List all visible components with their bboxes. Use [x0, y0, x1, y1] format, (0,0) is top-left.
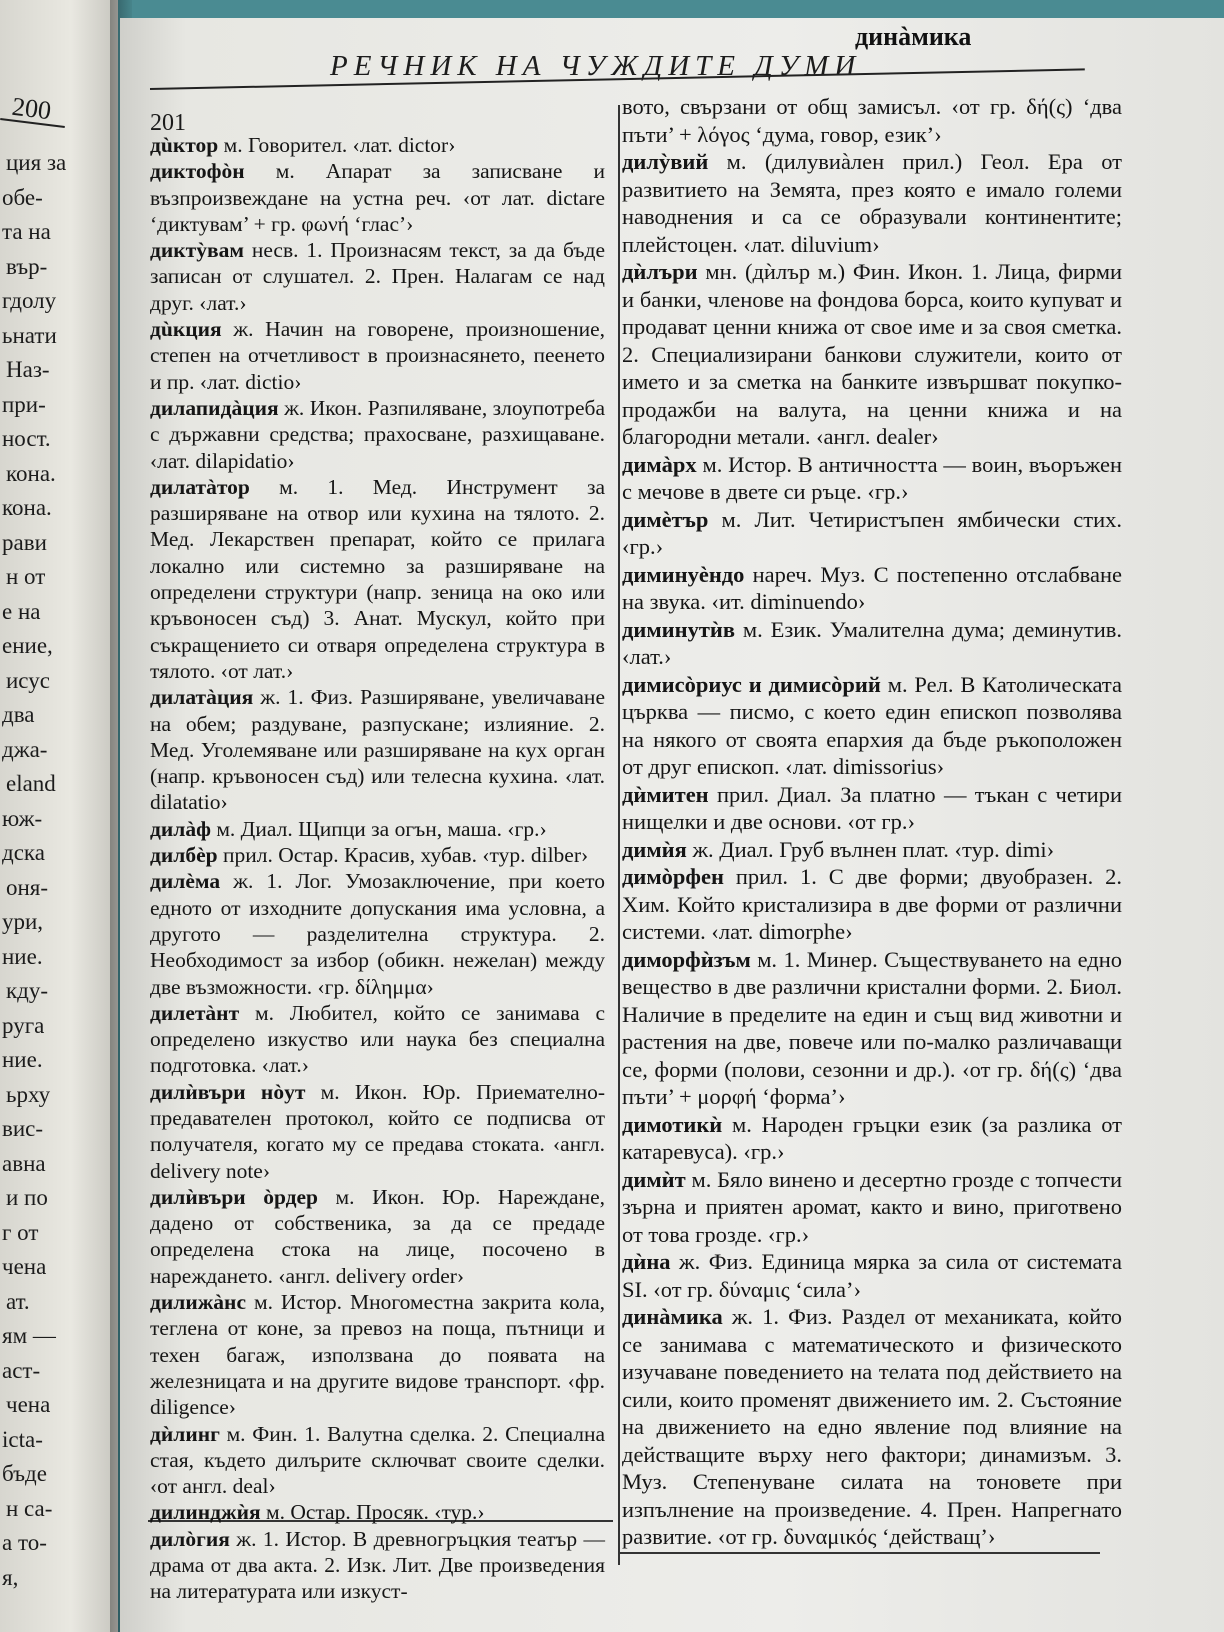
dictionary-entry — [150, 158, 605, 237]
entry-headword: динàмика — [622, 1304, 723, 1329]
left-page-fragment: джа- — [2, 736, 48, 762]
entry-definition: мн. (дѝлър м.) Фин. Икон. 1. Лица, фирми и банки, членове на фондова борса, които купуват и продават ценни книжа от свое име и за своя сметка. 2. Специализирани банкови служители, които от името и за сметка на банките извършват покупко-продажби на валута, на ценни книжа и на благородни метали. ‹англ. dealer› — [622, 259, 1122, 449]
entry-definition: м. Любител, който се занимава с определено изкуство или наука без специална подготовка. ‹лат.› — [150, 1000, 605, 1078]
left-page-fragment: два — [2, 702, 35, 727]
entry-headword: диминутѝв — [622, 616, 736, 642]
entry-definition: ж. 1. Лог. Умозаключение, при което едното от изходните допускания има условна, а другото — разделителна структура. 2. Необходимост за избор (обикн. нежелан) между две възможности. ‹гр. δίλημμα› — [150, 869, 605, 999]
entry-definition: м. Език. Умалителна дума; деминутив. ‹лат.› — [622, 616, 1122, 669]
left-page-fragment: исус — [6, 667, 50, 693]
entry-definition: м. Говорител. ‹лат. dictor› — [218, 133, 456, 157]
left-page-fragment: рави — [2, 529, 47, 555]
left-page-fragment: обе- — [2, 184, 43, 210]
left-page-fragment: icta- — [2, 1426, 43, 1452]
entry-definition: м. 1. Минер. Съществуването на едно вещество в две различни кристални форми. 2. Биол. Наличие в пределите на един и същ вид животни и растения на две, повече или по-малко различаващи се, форми (полови, сезонни и др.). ‹от гр. δή(ς) ‘два пъти’ + μορφή ‘форма’› — [622, 946, 1122, 1109]
entry-headword: димòрфен — [622, 864, 724, 889]
entry-headword: дѝлъри — [622, 259, 698, 284]
left-page-fragment: ние. — [2, 1047, 43, 1072]
left-column — [150, 132, 605, 1605]
entry-definition: м. Истор. Многоместна закрита кола, теглена от коне, за превоз на поща, пътници и техен багаж, използвана до появата на железницата и на другите видове транспорт. ‹фр. diligence› — [150, 1290, 605, 1420]
left-page-fragment: чена — [6, 1392, 51, 1417]
dictionary-entry — [150, 1421, 605, 1500]
entry-headword: дилòгия — [150, 1526, 230, 1551]
left-page-fragment: при- — [2, 391, 46, 417]
entry-headword: дилѝвъри нòут — [150, 1079, 306, 1104]
dictionary-entry — [622, 1248, 1122, 1303]
left-page-fragment: я, — [2, 1564, 19, 1590]
left-page-fragment: ция за — [6, 150, 67, 175]
entry-definition: м. Народен гръцки език (за разлика от катаревуса). ‹гр.› — [622, 1111, 1122, 1164]
left-page-fragment: кду- — [6, 978, 49, 1003]
entry-definition: несв. 1. Произнасям текст, за да бъде записан от слушател. 2. Прен. Налагам се над друг. ‹лат.› — [150, 238, 605, 315]
entry-definition: прил. Диал. За платно — тъкан с четири нищелки и две основи. ‹от гр.› — [622, 781, 1122, 834]
running-title: РЕЧНИК НА ЧУЖДИТЕ ДУМИ — [330, 50, 862, 82]
entry-headword: дилѝвъри òрдер — [150, 1184, 319, 1209]
dictionary-entry — [150, 1079, 605, 1184]
left-page-fragment: eland — [6, 771, 56, 796]
left-page-fragment: ури, — [2, 909, 44, 934]
left-page-fragment: вър- — [6, 253, 48, 279]
entry-headword: дилатàтор — [150, 474, 250, 499]
entry-headword: дѝмитен — [622, 781, 709, 807]
left-page-fragment: гдолу — [2, 288, 57, 313]
dictionary-entry — [150, 1289, 605, 1420]
left-page-fragment: ение, — [2, 633, 53, 658]
entry-headword: димѝя — [622, 836, 687, 862]
left-page-fragment: г от — [2, 1219, 39, 1245]
left-page-fragment: кона. — [6, 460, 56, 486]
entry-headword: диминуèндо — [622, 561, 745, 587]
dictionary-entry — [150, 1526, 605, 1605]
entry-headword: дѝлинг — [150, 1421, 220, 1446]
left-page-fragment: кона. — [2, 495, 52, 520]
left-page — [0, 0, 118, 1632]
dictionary-entry — [622, 863, 1122, 946]
left-page-fragment: юж- — [2, 805, 43, 831]
entry-definition: м. Икон. Юр. Приемателно-предавателен протокол, който се подписва от получателя, когато му се предава стоката. ‹англ. delivery note› — [150, 1079, 605, 1183]
dictionary-entry — [150, 237, 605, 316]
left-page-fragment: бъде — [2, 1461, 47, 1486]
entry-headword: дùкция — [150, 317, 222, 342]
left-page-fragment: а то- — [2, 1530, 47, 1555]
entry-headword: дѝна — [622, 1249, 671, 1274]
left-page-fragment: Наз- — [6, 357, 50, 382]
left-page-fragment: аст- — [2, 1357, 41, 1383]
entry-headword: дилинджѝя — [150, 1500, 261, 1525]
entry-headword: димотикѝ — [622, 1111, 723, 1137]
entry-definition: м. Бяло винено и десертно грозде с топчести зърна и приятен аромат, както и вино, приготвено от това грозде. ‹гр.› — [622, 1166, 1122, 1247]
dictionary-entry — [622, 1111, 1122, 1166]
dictionary-entry — [150, 816, 605, 842]
guide-word: динàмика — [855, 22, 972, 51]
entry-headword: димисòриус и димисòрий — [622, 671, 881, 697]
left-page-fragment: руга — [2, 1012, 45, 1038]
entry-headword: димàрх — [622, 451, 697, 477]
entry-headword: дилàф — [150, 816, 211, 841]
entry-definition: м. Икон. Юр. Нареждане, дадено от собственика, за да се предаде определена стока на лице, посочено в нареждането. ‹англ. delivery order› — [150, 1184, 606, 1288]
entry-definition: ж. 1. Физ. Раздел от механиката, който се занимава с математическото и физическото изучаване поведението на телата под действието на сили, които променят движението им. 2. Състояние на движението на едно явление под влияние на действащите върху него фактори; динамизъм. 3. Муз. Степенуване силата на тоновете при изпълнение на произведение. 4. Прен. Напрегнато развитие. ‹от гр. δυναμικός ‘действащ’› — [622, 1304, 1122, 1549]
dictionary-entry — [150, 474, 605, 684]
left-page-fragment: та на — [2, 219, 51, 244]
entry-definition: м. Рел. В Католическата църква — писмо, с което един епископ позволява на някого от своята епархия да бъде ръкоположен от друг епископ. ‹лат. dimissorius› — [622, 671, 1122, 779]
entry-headword: дилижàнс — [150, 1290, 246, 1315]
entry-definition: ж. Начин на говорене, произношение, степен на отчетливост в произнасянето, пеенето и пр. ‹лат. dictio› — [150, 317, 605, 394]
entry-headword: димѝт — [622, 1166, 686, 1192]
dictionary-entry — [150, 1000, 605, 1079]
entry-definition: м. Лит. Четиристъпен ямбически стих. ‹гр.› — [622, 506, 1122, 559]
entry-definition: прил. 1. С две форми; двуобразен. 2. Хим. Който кристализира в две форми от различни системи. ‹лат. dimorphe› — [622, 864, 1122, 944]
entry-definition: ж. 1. Истор. В древногръцкия театър — драма от два акта. 2. Изк. Лит. Две произведения на литературата или изкуст- — [150, 1526, 605, 1604]
entry-headword: димèтър — [622, 506, 709, 532]
entry-headword: дилèма — [150, 869, 221, 894]
entry-definition: ж. Икон. Разпиляване, злоупотреба с държавни средства; прахосване, разхищаване. ‹лат. dilapidatio› — [150, 395, 605, 473]
left-page-fragment: ност. — [2, 426, 51, 451]
dictionary-entry — [150, 868, 605, 999]
left-page-fragment: чена — [2, 1254, 47, 1279]
entry-definition: м. Диал. Щипци за огън, маша. ‹гр.› — [210, 816, 547, 841]
left-page-fragment: н са- — [6, 1495, 53, 1521]
entry-definition: ж. 1. Физ. Разширяване, увеличаване на обем; раздуване, разпускане; излияние. 2. Мед. Уголемяване или разширяване на кух орган (напр. кръвоносен съд) или телесна кухина. ‹лат. dilatatio› — [150, 685, 605, 815]
dictionary-entry — [150, 395, 605, 474]
entry-definition: нареч. Муз. С постепенно отслабване на звука. ‹ит. diminuendo› — [622, 561, 1122, 614]
dictionary-entry — [150, 1499, 605, 1525]
column-divider — [618, 105, 620, 1565]
entry-headword: дилапидàция — [150, 395, 279, 420]
entry-headword: дилбèр — [150, 843, 218, 868]
entry-definition: м. (дилувиàлен прил.) Геол. Ера от развитието на Земята, през която е имало големи наводнения и са се образували континентите; плейстоцен. ‹лат. diluvium› — [622, 149, 1122, 257]
dictionary-entry — [622, 506, 1122, 561]
left-page-number: 200 — [10, 91, 53, 126]
entry-definition: м. Истор. В античността — воин, въоръжен с мечове в двете си ръце. ‹гр.› — [622, 451, 1122, 504]
left-page-fragment: н от — [6, 564, 46, 589]
dictionary-entry — [150, 684, 605, 815]
entry-headword: дùктор — [150, 133, 219, 157]
dictionary-entry — [622, 1303, 1122, 1551]
entry-definition: м. Апарат за записване и възпроизвеждане на устна реч. ‹от лат. dictare ‘диктувам’ + гр. φωνή ‘глас’› — [150, 159, 605, 236]
dictionary-entry — [622, 836, 1122, 864]
entry-headword: диктофòн — [150, 159, 245, 184]
dictionary-entry — [622, 616, 1122, 671]
dictionary-entry — [622, 561, 1122, 616]
left-page-fragment: и по — [6, 1185, 48, 1210]
entry-definition: прил. Остар. Красив, хубав. ‹тур. dilber› — [217, 843, 589, 868]
dictionary-entry — [622, 946, 1122, 1111]
dictionary-entry — [150, 1184, 605, 1289]
left-page-fragment: вис- — [2, 1116, 44, 1141]
dictionary-entry — [622, 451, 1122, 506]
dictionary-entry — [622, 148, 1122, 258]
entry-headword: диктỳвам — [150, 238, 244, 263]
entry-definition: м. 1. Мед. Инструмент за разширяване на отвор или кухина на тялото. 2. Мед. Лекарствен препарат, който се прилага локално или системно за разширяване на определени структури (напр. зеница на око или кръвоносен съд) 3. Анат. Мускул, който при съкращението си отваря определена структура в тялото. ‹от лат.› — [150, 474, 605, 683]
page-number: 201 — [150, 110, 186, 136]
left-page-fragment: ям — — [2, 1323, 56, 1348]
left-page-fragment: авна — [2, 1150, 46, 1176]
entry-definition: ж. Диал. Груб вълнен плат. ‹тур. dimi› — [686, 836, 1055, 862]
footer-rule-right — [620, 1552, 1100, 1554]
entry-definition: ж. Физ. Единица мярка за сила от системата SI. ‹от гр. δύναμις ‘сила’› — [622, 1249, 1122, 1302]
left-page-fragment: оня- — [6, 874, 49, 900]
dictionary-entry — [622, 781, 1122, 836]
dictionary-entry — [622, 671, 1122, 781]
entry-definition: м. Остар. Просяк. ‹тур.› — [260, 1500, 485, 1525]
entry-headword: дилỳвий — [622, 149, 709, 174]
entry-definition: м. Фин. 1. Валутна сделка. 2. Специална стая, където дилърите сключват своите сделки. ‹от англ. deal› — [150, 1421, 605, 1499]
left-page-fragment: ние. — [2, 943, 43, 969]
left-page-fragment: ат. — [6, 1288, 30, 1314]
left-page-fragment: ьнати — [2, 322, 57, 348]
dictionary-entry — [622, 258, 1122, 451]
dictionary-entry — [150, 132, 605, 158]
entry-headword: дилетàнт — [150, 1000, 240, 1025]
dictionary-entry — [150, 842, 605, 868]
entry-headword: диморфѝзъм — [622, 946, 751, 972]
left-page-fragment: е на — [2, 598, 41, 624]
left-page-fragment: дска — [2, 840, 45, 865]
entry-headword: дилатàция — [150, 685, 254, 710]
dictionary-entry — [622, 1166, 1122, 1249]
left-page-fragment: ьрху — [6, 1081, 51, 1107]
dictionary-entry — [150, 316, 605, 395]
right-column — [622, 93, 1122, 1551]
continued-text: вото, свързани от общ замисъл. ‹от гр. δή(ς) ‘два пъти’ + λόγος ‘дума, говор, език’› — [622, 94, 1122, 147]
